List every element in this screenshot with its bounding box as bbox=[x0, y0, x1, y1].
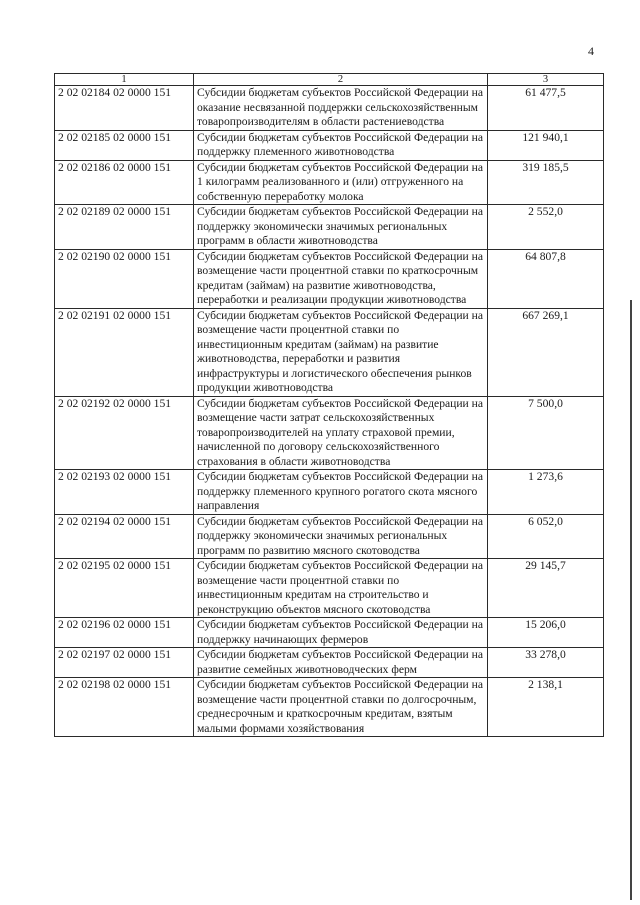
amount-cell: 7 500,0 bbox=[488, 396, 604, 470]
table-row bbox=[55, 205, 604, 250]
subsidy-name-cell: Субсидии бюджетам субъектов Российской Федерации на поддержку племенного животноводства bbox=[194, 130, 488, 160]
amount-cell: 6 052,0 bbox=[488, 514, 604, 559]
subsidy-name-cell: Субсидии бюджетам субъектов Российской Федерации на поддержку племенного крупного рогатого скота мясного направления bbox=[194, 470, 488, 515]
amount-cell: 15 206,0 bbox=[488, 618, 604, 648]
subsidy-name-cell: Субсидии бюджетам субъектов Российской Федерации на возмещение части процентной ставки по инвестиционным кредитам (займам) на развитие животноводства, переработки и развития инфраструктуры и логистического обеспечения рынков продукции животноводства bbox=[194, 308, 488, 396]
table-row bbox=[55, 396, 604, 470]
table-body bbox=[55, 86, 604, 737]
column-header-name: 2 bbox=[194, 74, 488, 86]
budget-code-cell: 2 02 02185 02 0000 151 bbox=[55, 130, 194, 160]
budget-code-cell: 2 02 02194 02 0000 151 bbox=[55, 514, 194, 559]
subsidy-name-cell: Субсидии бюджетам субъектов Российской Федерации на поддержку экономически значимых региональных программ в области животноводства bbox=[194, 205, 488, 250]
amount-cell: 64 807,8 bbox=[488, 249, 604, 308]
budget-code-cell: 2 02 02193 02 0000 151 bbox=[55, 470, 194, 515]
amount-cell: 121 940,1 bbox=[488, 130, 604, 160]
budget-code-cell: 2 02 02186 02 0000 151 bbox=[55, 160, 194, 205]
subsidy-name-cell: Субсидии бюджетам субъектов Российской Федерации на оказание несвязанной поддержки сельскохозяйственным товаропроизводителям в области растениеводства bbox=[194, 86, 488, 131]
budget-code-cell: 2 02 02198 02 0000 151 bbox=[55, 678, 194, 737]
amount-cell: 319 185,5 bbox=[488, 160, 604, 205]
table-row bbox=[55, 514, 604, 559]
scan-edge-line bbox=[630, 300, 632, 900]
table-row bbox=[55, 86, 604, 131]
subsidy-name-cell: Субсидии бюджетам субъектов Российской Федерации на возмещение части процентной ставки по долгосрочным, среднесрочным и краткосрочным кредитам, взятым малыми формами хозяйствования bbox=[194, 678, 488, 737]
amount-cell: 33 278,0 bbox=[488, 648, 604, 678]
amount-cell: 667 269,1 bbox=[488, 308, 604, 396]
subsidy-name-cell: Субсидии бюджетам субъектов Российской Федерации на поддержку экономически значимых региональных программ по развитию мясного скотоводства bbox=[194, 514, 488, 559]
column-header-code: 1 bbox=[55, 74, 194, 86]
table-row bbox=[55, 308, 604, 396]
subsidy-name-cell: Субсидии бюджетам субъектов Российской Федерации на возмещение части затрат сельскохозяйственных товаропроизводителей на уплату страховой премии, начисленной по договору сельскохозяйственного страхования в области животноводства bbox=[194, 396, 488, 470]
subsidy-name-cell: Субсидии бюджетам субъектов Российской Федерации на поддержку начинающих фермеров bbox=[194, 618, 488, 648]
budget-table bbox=[54, 73, 604, 737]
amount-cell: 2 138,1 bbox=[488, 678, 604, 737]
budget-code-cell: 2 02 02190 02 0000 151 bbox=[55, 249, 194, 308]
amount-cell: 61 477,5 bbox=[488, 86, 604, 131]
table-row bbox=[55, 249, 604, 308]
table-row bbox=[55, 160, 604, 205]
table-row bbox=[55, 130, 604, 160]
amount-cell: 2 552,0 bbox=[488, 205, 604, 250]
budget-code-cell: 2 02 02191 02 0000 151 bbox=[55, 308, 194, 396]
amount-cell: 29 145,7 bbox=[488, 559, 604, 618]
budget-code-cell: 2 02 02196 02 0000 151 bbox=[55, 618, 194, 648]
table-row bbox=[55, 648, 604, 678]
subsidy-name-cell: Субсидии бюджетам субъектов Российской Федерации на возмещение части процентной ставки по краткосрочным кредитам (займам) на развитие животноводства, переработки и реализации продукции животноводства bbox=[194, 249, 488, 308]
column-header-amount: 3 bbox=[488, 74, 604, 86]
table-row bbox=[55, 618, 604, 648]
budget-code-cell: 2 02 02184 02 0000 151 bbox=[55, 86, 194, 131]
page-number: 4 bbox=[588, 44, 594, 58]
table-row bbox=[55, 559, 604, 618]
budget-code-cell: 2 02 02189 02 0000 151 bbox=[55, 205, 194, 250]
budget-code-cell: 2 02 02192 02 0000 151 bbox=[55, 396, 194, 470]
table-row bbox=[55, 678, 604, 737]
subsidy-name-cell: Субсидии бюджетам субъектов Российской Федерации на развитие семейных животноводческих ферм bbox=[194, 648, 488, 678]
table-header-row bbox=[55, 74, 604, 86]
budget-code-cell: 2 02 02195 02 0000 151 bbox=[55, 559, 194, 618]
amount-cell: 1 273,6 bbox=[488, 470, 604, 515]
table-row bbox=[55, 470, 604, 515]
subsidy-name-cell: Субсидии бюджетам субъектов Российской Федерации на 1 килограмм реализованного и (или) отгруженного на собственную переработку молока bbox=[194, 160, 488, 205]
budget-code-cell: 2 02 02197 02 0000 151 bbox=[55, 648, 194, 678]
subsidy-name-cell: Субсидии бюджетам субъектов Российской Федерации на возмещение части процентной ставки по инвестиционным кредитам на строительство и реконструкцию объектов мясного скотоводства bbox=[194, 559, 488, 618]
